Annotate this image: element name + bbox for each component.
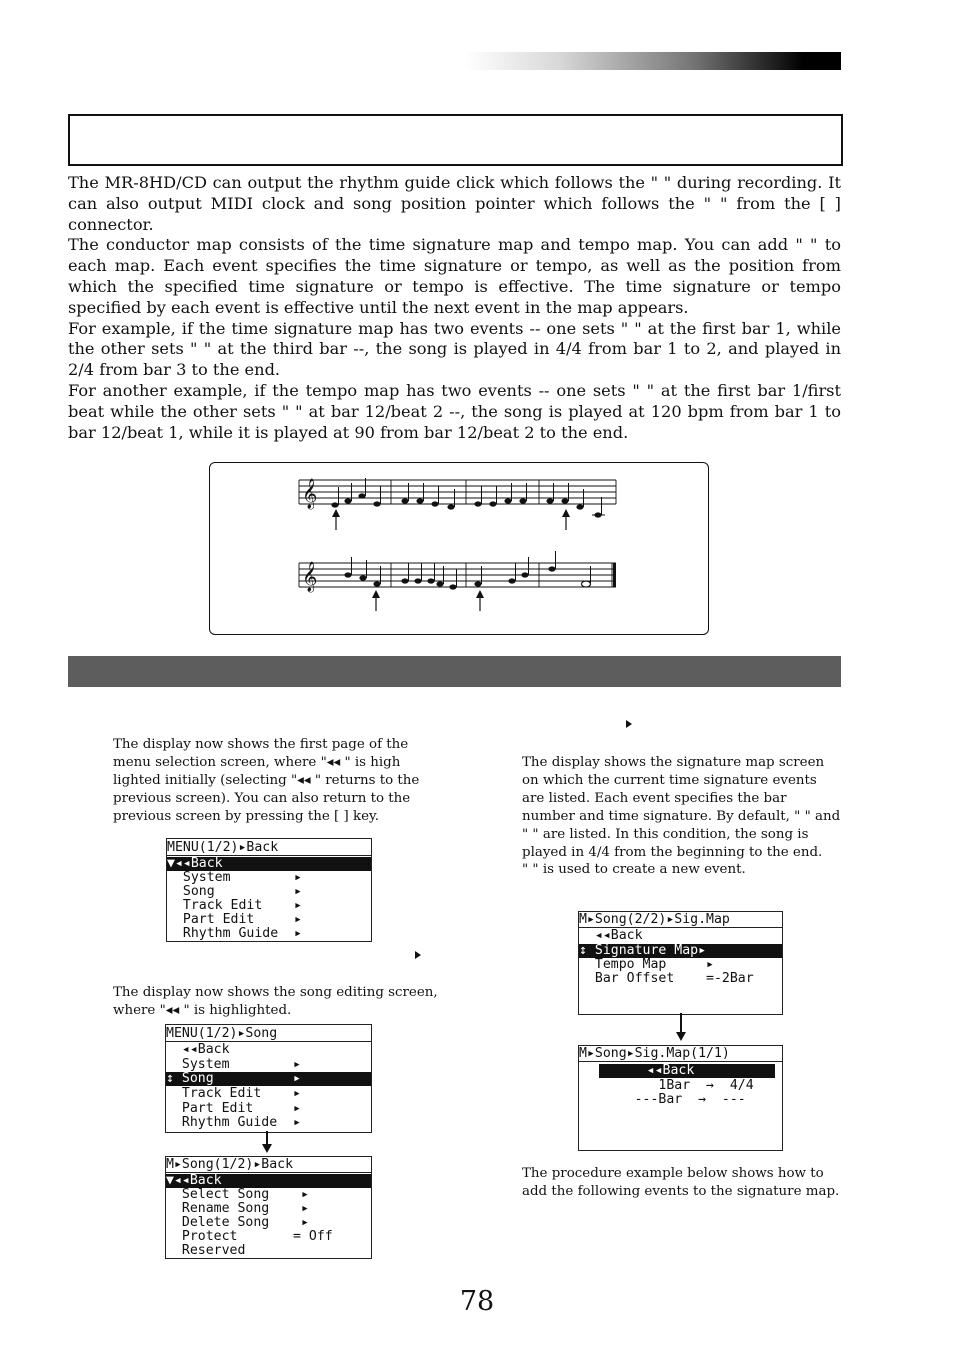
right-triangle-icon bbox=[626, 720, 632, 728]
left-step1-paragraph: The display now shows the first page of the menu selection screen, where "◂◂ " is high lighted initially (selecting "◂◂ " returns to the previous screen). You can also return to the previous screen by pressing the [ ] key. bbox=[113, 737, 420, 824]
lcd-row: ---Bar → --- bbox=[579, 1092, 746, 1107]
lcd-menu-song bbox=[165, 1024, 372, 1133]
lcd-row: Protect = Off bbox=[166, 1229, 333, 1244]
lcd-header: MENU(1/2)▸Song bbox=[166, 1027, 371, 1042]
lcd-menu-back bbox=[166, 838, 372, 942]
lcd-header: M▸Song(1/2)▸Back bbox=[166, 1158, 371, 1173]
intro-text bbox=[68, 173, 841, 443]
lcd-row: Reserved bbox=[166, 1243, 246, 1258]
lcd-row: Rename Song ▸ bbox=[166, 1201, 309, 1216]
page-number: 78 bbox=[459, 1286, 495, 1317]
lcd-row: Rhythm Guide ▸ bbox=[167, 926, 302, 941]
intro-paragraph-4: For another example, if the tempo map has two events -- one sets " " at the first bar 1/first beat while the other sets " " at bar 12/beat 2 --, the song is played at 120 bpm from bar 1 to bar 12/beat 1, while it is played at 90 from bar 12/beat 2 to the end. bbox=[68, 380, 841, 442]
right-step1-text bbox=[522, 754, 842, 879]
lcd-row: Part Edit ▸ bbox=[167, 912, 302, 927]
lcd-row: ◂◂Back bbox=[166, 1042, 230, 1057]
left-step2-text bbox=[113, 984, 438, 1020]
intro-paragraph-3: For example, if the time signature map has two events -- one sets " " at the first bar 1, while the other sets " " at the third bar --, the song is played in 4/4 from bar 1 to 2, and played in 2/4 from bar 3 to the end. bbox=[68, 318, 841, 380]
lcd-song-page2 bbox=[578, 911, 783, 1015]
procedure-section-bar bbox=[68, 656, 841, 687]
lcd-row: Track Edit ▸ bbox=[166, 1086, 301, 1101]
lcd-row: Bar Offset =-2Bar bbox=[579, 971, 754, 986]
lcd-row: 1Bar → 4/4 bbox=[579, 1078, 754, 1093]
down-arrow-line bbox=[680, 1013, 682, 1033]
staff-illustration bbox=[210, 463, 708, 634]
right-step2-text bbox=[522, 1165, 844, 1201]
lcd-row: ◂◂Back bbox=[579, 928, 643, 943]
lcd-row: ↕ Song ▸ bbox=[166, 1072, 371, 1086]
lcd-signature-map bbox=[578, 1045, 783, 1151]
lcd-row: Rhythm Guide ▸ bbox=[166, 1115, 301, 1130]
lcd-header: M▸Song(2/2)▸Sig.Map bbox=[579, 913, 782, 928]
lcd-row: Part Edit ▸ bbox=[166, 1101, 301, 1116]
svg-text:𝄞: 𝄞 bbox=[302, 479, 318, 509]
lcd-row: ▼◂◂Back bbox=[167, 857, 371, 871]
intro-paragraph-2: The conductor map consists of the time signature map and tempo map. You can add " " to each map. Each event specifies the time signature or tempo, as well as the position from which the specified time signature or tempo is effective. The time signature or tempo specified by each event is effective until the next event in the map appears. bbox=[68, 235, 841, 317]
right-triangle-icon bbox=[415, 951, 421, 959]
lcd-header: MENU(1/2)▸Back bbox=[167, 841, 371, 856]
intro-paragraph-1: The MR-8HD/CD can output the rhythm guide click which follows the " " during recording. It can also output MIDI clock and song position pointer which follows the " " from the [ ] connector. bbox=[68, 173, 841, 234]
down-arrow-icon bbox=[676, 1032, 686, 1041]
lcd-row: ◂◂Back bbox=[599, 1064, 775, 1078]
right-step1-paragraph: The display shows the signature map screen on which the current time signature events are listed. Each event specifies the bar number and time signature. By default, " " and " " are listed. In this condition, the song is played in 4/4 from the beginning to the end. bbox=[522, 755, 841, 860]
lcd-row: ▼◂◂Back bbox=[166, 1174, 371, 1188]
left-step1-text bbox=[113, 736, 433, 826]
lcd-row: Select Song ▸ bbox=[166, 1187, 309, 1202]
lcd-row: System ▸ bbox=[167, 870, 302, 885]
notation-figure bbox=[209, 462, 709, 635]
down-arrow-line bbox=[266, 1131, 268, 1145]
lcd-row: Song ▸ bbox=[167, 884, 302, 899]
lcd-header: M▸Song▸Sig.Map(1/1) bbox=[579, 1047, 782, 1062]
lcd-row: Track Edit ▸ bbox=[167, 898, 302, 913]
left-step2-paragraph: The display now shows the song editing screen, where "◂◂ " is highlighted. bbox=[113, 985, 438, 1018]
svg-text:𝄞: 𝄞 bbox=[302, 562, 318, 592]
lcd-row: Tempo Map ▸ bbox=[579, 957, 714, 972]
lcd-row: System ▸ bbox=[166, 1057, 301, 1072]
down-arrow-icon bbox=[262, 1144, 272, 1153]
section-title-box bbox=[68, 114, 843, 166]
right-step1b-paragraph: " " is used to create a new event. bbox=[522, 862, 746, 878]
lcd-song-menu bbox=[165, 1156, 372, 1259]
lcd-row: ↕ Signature Map▸ bbox=[579, 944, 782, 958]
lcd-row: Delete Song ▸ bbox=[166, 1215, 309, 1230]
header-gradient-bar bbox=[465, 52, 841, 70]
right-step2-paragraph: The procedure example below shows how to add the following events to the signature map. bbox=[522, 1166, 840, 1199]
